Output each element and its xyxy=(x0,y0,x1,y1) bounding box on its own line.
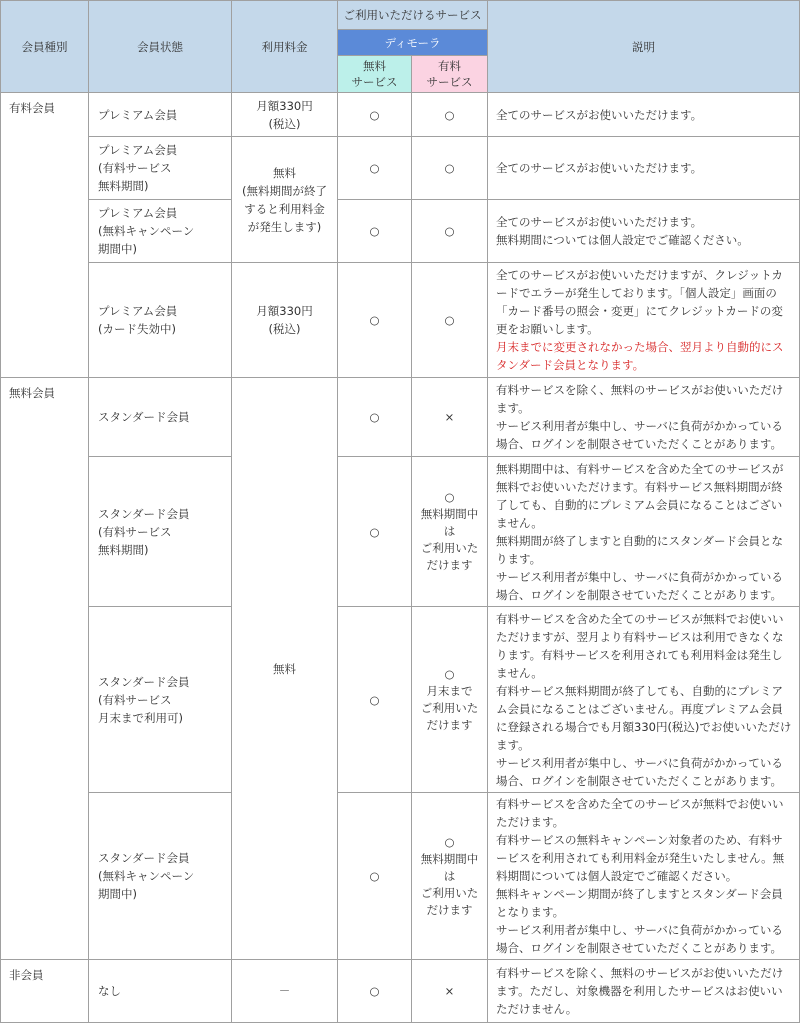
member-status: スタンダード会員 (有料サービス 月末まで利用可) xyxy=(89,607,232,793)
table-row xyxy=(1,137,800,200)
paid-service-mark: ○ xyxy=(412,263,488,378)
table-row xyxy=(1,93,800,137)
header-free-service: 無料 サービス xyxy=(338,56,412,93)
table-row xyxy=(1,457,800,607)
fee-cell: 月額330円 (税込) xyxy=(232,263,338,378)
description-cell xyxy=(488,263,800,378)
description-line: 有料サービスを除く、無料のサービスがお使いいただけます。ただし、対象機器を利用したサービスはお使いいただけません。 xyxy=(496,966,784,1016)
description-line: 無料キャンペーン期間が終了しますとスタンダード会員となります。 xyxy=(496,887,783,919)
description-line: 全てのサービスがお使いいただけます。 xyxy=(496,161,703,175)
free-service-mark: ○ xyxy=(338,793,412,960)
table-row xyxy=(1,378,800,457)
description-line: 有料サービスを含めた全てのサービスが無料でお使いいただけますが、翌月より有料サービスは利用できなくなります。有料サービスを利用されても利用料金は発生しません。 xyxy=(496,611,784,680)
fee-cell: － xyxy=(232,960,338,1023)
header-description: 説明 xyxy=(488,1,800,93)
member-status: スタンダード会員 (有料サービス 無料期間) xyxy=(89,457,232,607)
header-member-status: 会員状態 xyxy=(89,1,232,93)
description-warning: 月末までに変更されなかった場合、翌月より自動的にスタンダード会員となります。 xyxy=(496,340,784,372)
header-paid-service: 有料 サービス xyxy=(412,56,488,93)
paid-service-mark: ○ xyxy=(412,137,488,200)
table-row xyxy=(1,263,800,378)
member-status: スタンダード会員 (無料キャンペーン 期間中) xyxy=(89,793,232,960)
member-status: プレミアム会員 (有料サービス 無料期間) xyxy=(89,137,232,200)
category-paid-member: 有料会員 xyxy=(1,93,89,378)
member-status: プレミアム会員 (無料キャンペーン 期間中) xyxy=(89,200,232,263)
header-member-type: 会員種別 xyxy=(1,1,89,93)
description-line: 無料期間が終了しますと自動的にスタンダード会員となります。 xyxy=(496,533,784,566)
paid-service-mark: × xyxy=(412,378,488,457)
table-row xyxy=(1,607,800,793)
table-row xyxy=(1,200,800,263)
description-cell xyxy=(488,607,800,793)
paid-service-mark: × xyxy=(412,960,488,1023)
description-line: 有料サービスを含めた全てのサービスが無料でお使いいただけます。 xyxy=(496,797,784,829)
paid-service-mark: ○ 無料期間中 は ご利用いた だけます xyxy=(412,457,488,607)
description-line: サービス利用者が集中し、サーバに負荷がかかっている場合、ログインを制限させていただくことがあります。 xyxy=(496,419,783,451)
description-line: 有料サービスを除く、無料のサービスがお使いいただけます。 xyxy=(496,383,784,415)
free-service-mark: ○ xyxy=(338,960,412,1023)
fee-cell: 月額330円 (税込) xyxy=(232,93,338,137)
free-service-mark: ○ xyxy=(338,607,412,793)
header-service-name: ディモーラ xyxy=(338,30,488,56)
description-line: 有料サービスの無料キャンペーン対象者のため、有料サービスを利用されても利用料金が発生いたしません。無料期間については個人設定でご確認ください。 xyxy=(496,833,785,883)
free-service-mark: ○ xyxy=(338,200,412,263)
free-service-mark: ○ xyxy=(338,137,412,200)
description-line: サービス利用者が集中し、サーバに負荷がかかっている場合、ログインを制限させていただくことがあります。 xyxy=(496,923,783,955)
member-status: スタンダード会員 xyxy=(89,378,232,457)
header-available-services: ご利用いただけるサービス xyxy=(338,1,488,30)
free-service-mark: ○ xyxy=(338,93,412,137)
description-cell xyxy=(488,378,800,457)
description-line: 全てのサービスがお使いいただけます。 xyxy=(496,107,703,122)
member-status: プレミアム会員 (カード失効中) xyxy=(89,263,232,378)
free-service-mark: ○ xyxy=(338,457,412,607)
description-cell xyxy=(488,137,800,200)
table-row xyxy=(1,960,800,1023)
description-cell xyxy=(488,960,800,1023)
fee-cell: 無料 (無料期間が終了すると利用料金が発生します) xyxy=(232,137,338,263)
description-line: 無料期間については個人設定でご確認ください。 xyxy=(496,233,749,247)
description-line: 全てのサービスがお使いいただけます。 xyxy=(496,215,703,229)
table-row xyxy=(1,793,800,960)
description-cell xyxy=(488,793,800,960)
description-cell xyxy=(488,200,800,263)
description-line: 有料サービス無料期間が終了しても、自動的にプレミアム会員になることはございません。再度プレミアム会員に登録される場合でも月額330円(税込)でお使いいただけます。 xyxy=(496,683,792,752)
member-status: プレミアム会員 xyxy=(89,93,232,137)
fee-cell: 無料 xyxy=(232,378,338,960)
header-fee: 利用料金 xyxy=(232,1,338,93)
description-line: サービス利用者が集中し、サーバに負荷がかかっている場合、ログインを制限させていただくことがあります。 xyxy=(496,755,783,788)
paid-service-mark: ○ xyxy=(412,93,488,137)
paid-service-mark: ○ xyxy=(412,200,488,263)
category-non-member: 非会員 xyxy=(1,960,89,1023)
paid-service-mark: ○ 無料期間中 は ご利用いた だけます xyxy=(412,793,488,960)
paid-service-mark: ○ 月末まで ご利用いた だけます xyxy=(412,607,488,793)
member-status: なし xyxy=(89,960,232,1023)
description-cell xyxy=(488,457,800,607)
free-service-mark: ○ xyxy=(338,263,412,378)
free-service-mark: ○ xyxy=(338,378,412,457)
description-line: サービス利用者が集中し、サーバに負荷がかかっている場合、ログインを制限させていただくことがあります。 xyxy=(496,569,783,602)
description-cell xyxy=(488,93,800,137)
category-free-member: 無料会員 xyxy=(1,378,89,960)
description-line: 無料期間中は、有料サービスを含めた全てのサービスが無料でお使いいただけます。有料サービス無料期間が終了しても、自動的にプレミアム会員になることはございません。 xyxy=(496,461,784,530)
description-line: 全てのサービスがお使いいただけますが、クレジットカードでエラーが発生しております。「個人設定」画面の「カード番号の照会・変更」にてクレジットカードの変更をお願いします。 xyxy=(496,268,783,336)
